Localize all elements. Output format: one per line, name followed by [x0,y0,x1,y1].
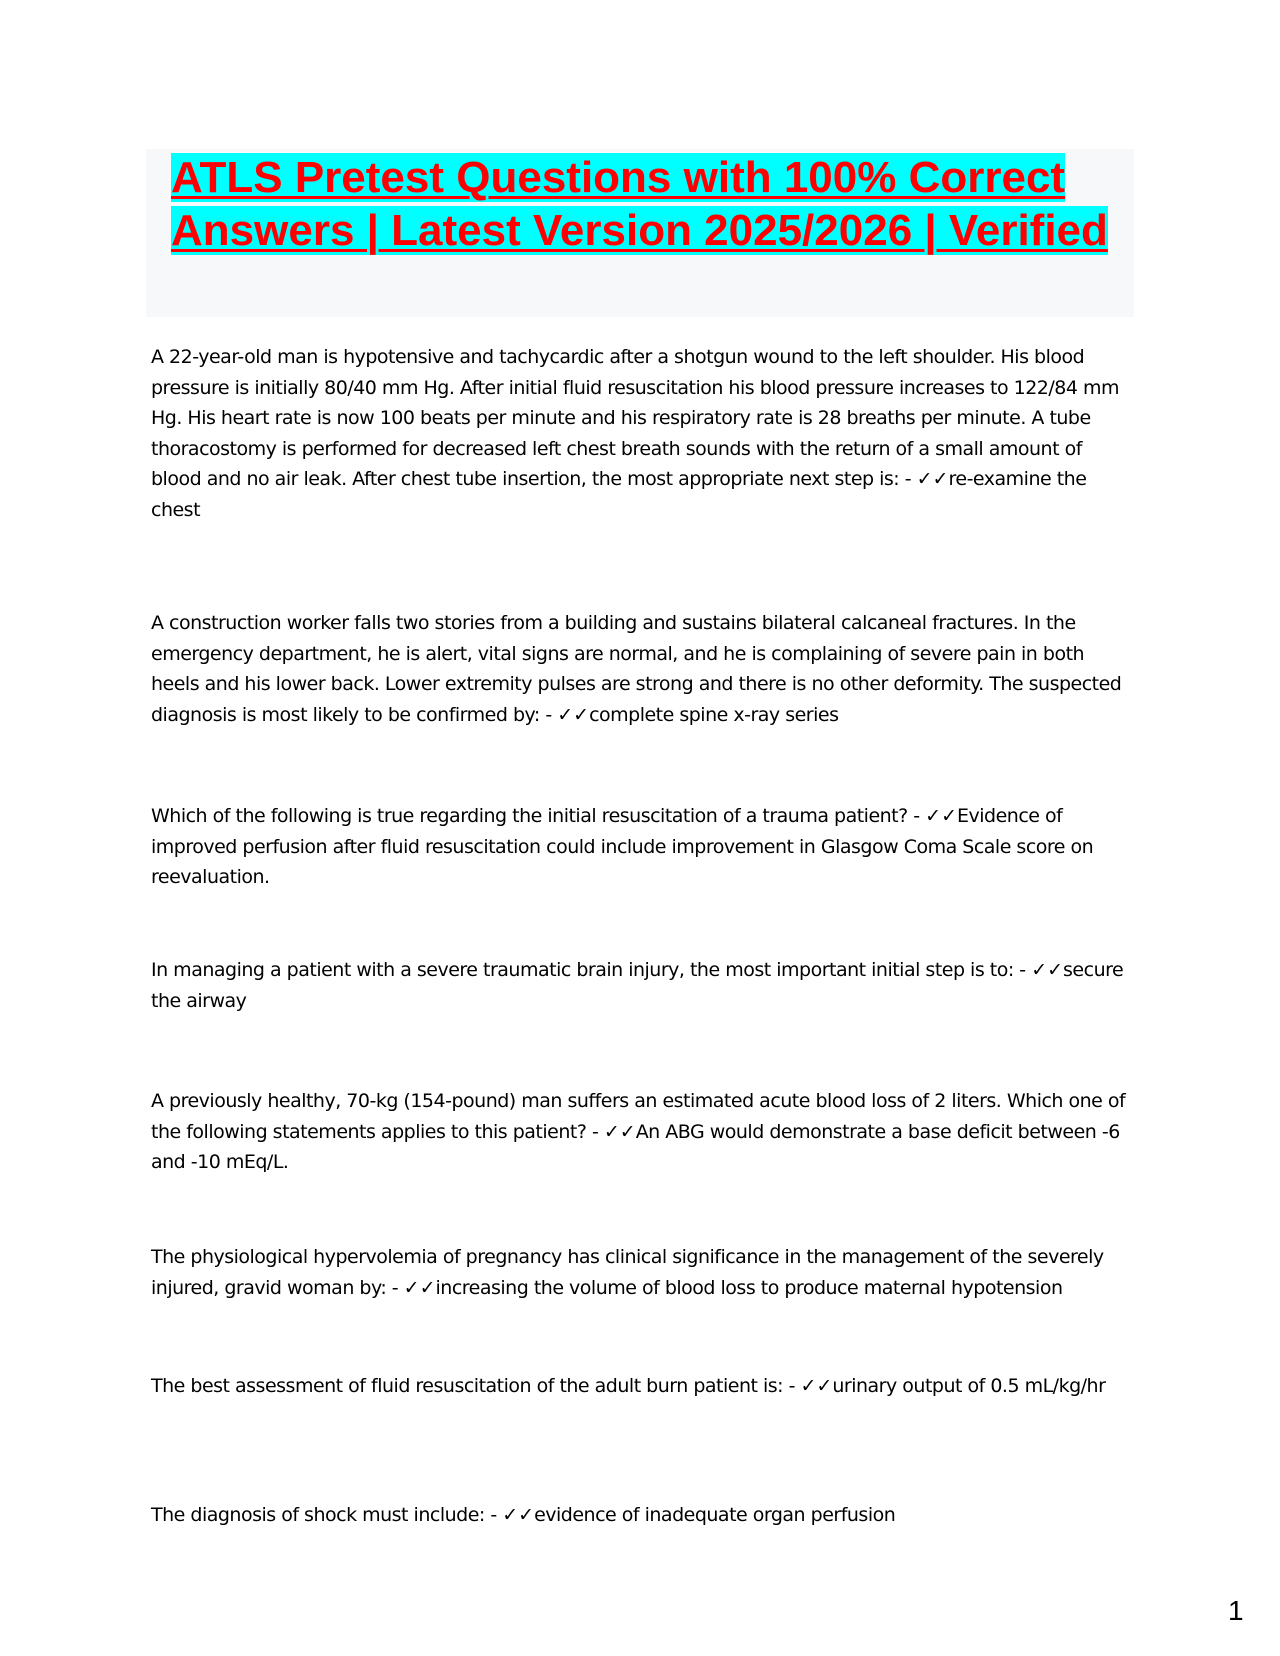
question-text: The best assessment of fluid resuscitation of the adult burn patient is: - [151,1375,801,1397]
qa-item-5 [151,1086,1131,1178]
checkmark-icon: ✓✓ [403,1276,436,1299]
checkmark-icon: ✓✓ [1031,959,1064,981]
answer-text: increasing the volume of blood loss to produce maternal hypotension [435,1276,1063,1299]
question-text: In managing a patient with a severe traumatic brain injury, the most important initial step is to: - [151,959,1032,981]
checkmark-icon: ✓✓ [557,703,590,726]
qa-item-7 [151,1371,1131,1402]
answer-text: urinary output of 0.5 mL/kg/hr [832,1375,1106,1397]
checkmark-icon: ✓✓ [603,1120,636,1143]
question-text: A construction worker falls two stories from a building and sustains bilateral calcaneal fractures. In the emergency department, he is alert, vital signs are normal, and he is complaining of severe pain in both heels and his lower back. Lower extremity pulses are strong and there is no other deformity. The suspected diagnosis is most likely to be confirmed by: - [151,612,1122,726]
answer-text: An ABG would demonstrate a base deficit between -6 and -10 mEq/L. [151,1120,1120,1173]
question-text: The diagnosis of shock must include: - [151,1504,503,1526]
answer-text: complete spine x-ray series [589,703,839,726]
qa-item-1 [151,342,1131,525]
qa-item-4 [151,955,1131,1016]
question-text: Which of the following is true regarding the initial resuscitation of a trauma patient? - [151,805,926,827]
answer-text: evidence of inadequate organ perfusion [534,1504,896,1526]
page-number: 1 [1228,1595,1244,1626]
checkmark-icon: ✓✓ [925,805,957,827]
page-title [171,151,1131,257]
page-title-text: ATLS Pretest Questions with 100% Correct Answers | Latest Version 2025/2026 | Verified [171,153,1108,255]
qa-item-6 [151,1242,1131,1303]
question-text: A previously healthy, 70-kg (154-pound) man suffers an estimated acute blood loss of 2 liters. Which one of the following statements applies to this patient? - [151,1090,1126,1143]
question-text: The physiological hypervolemia of pregnancy has clinical significance in the management of the severely injured, gravid woman by: - [151,1246,1104,1299]
answer-text: re-examine the chest [151,468,1087,521]
answer-text: Evidence of improved perfusion after fluid resuscitation could include improvement in Glasgow Coma Scale score on reevaluation. [151,805,1094,888]
question-text: A 22-year-old man is hypotensive and tachycardic after a shotgun wound to the left shoulder. His blood pressure is initially 80/40 mm Hg. After initial fluid resuscitation his blood pressure increases to 122/84 mm Hg. His heart rate is now 100 beats per minute and his respiratory rate is 28 breaths per minute. A tube thoracostomy is performed for decreased left chest breath sounds with the return of a small amount of blood and no air leak. After chest tube insertion, the most appropriate next step is: - [151,346,1120,490]
checkmark-icon: ✓✓ [800,1375,833,1397]
answer-text: secure the airway [151,959,1124,1012]
qa-item-3 [151,801,1131,893]
checkmark-icon: ✓✓ [502,1504,535,1526]
qa-item-8 [151,1500,1131,1531]
qa-item-2 [151,608,1131,730]
checkmark-icon: ✓✓ [916,468,949,490]
